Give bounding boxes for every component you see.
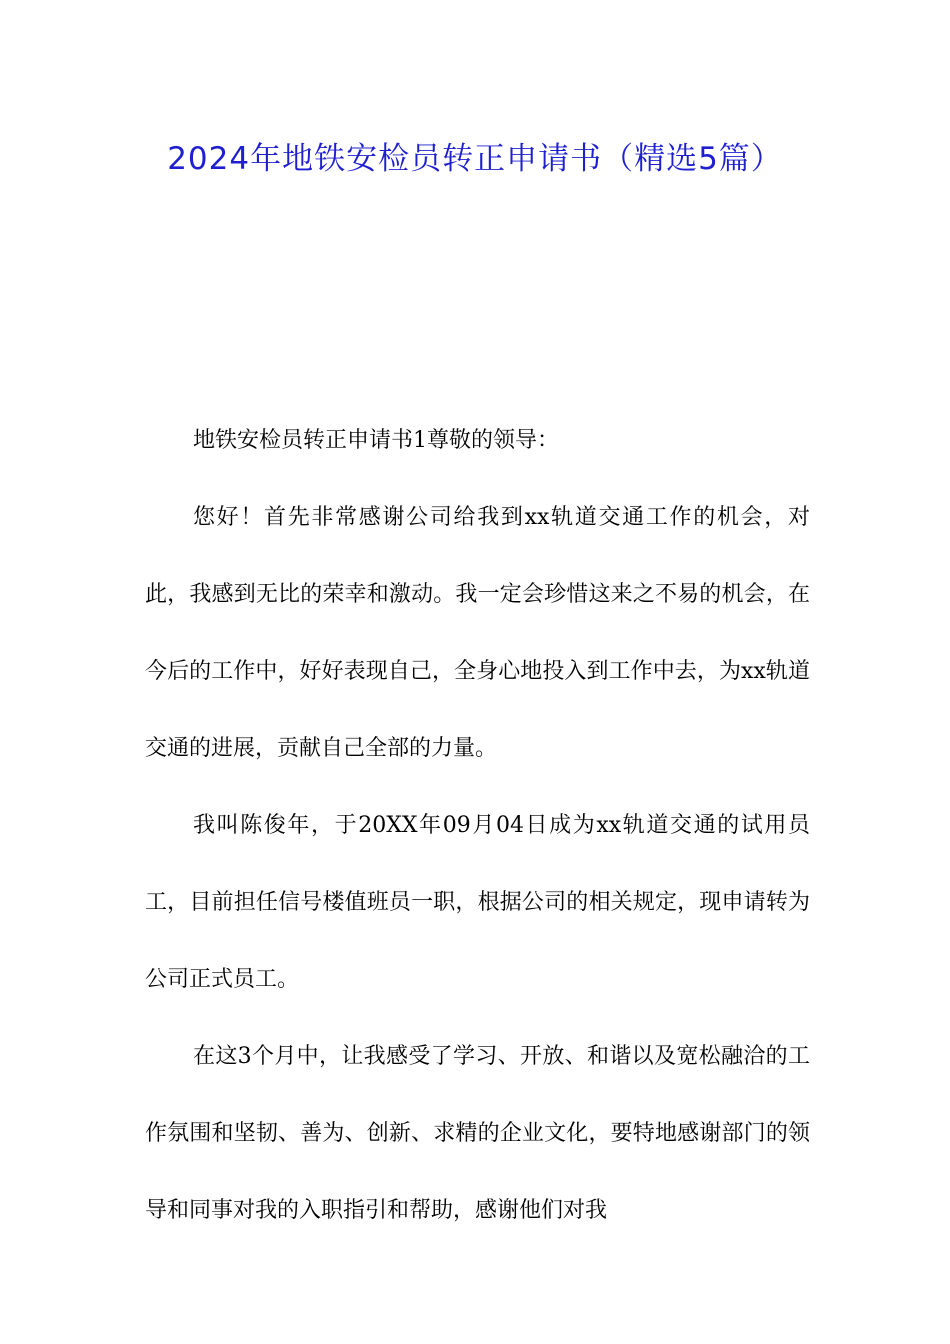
- document-title: 2024年地铁安检员转正申请书（精选5篇）: [167, 141, 783, 177]
- paragraph-experience: 在这3个月中，让我感受了学习、开放、和谐以及宽松融洽的工作氛围和坚韧、善为、创新、求精的企业文化，要特地感谢部门的领导和同事对我的入职指引和帮助，感谢他们对我: [145, 1044, 810, 1223]
- paragraph-greeting: 地铁安检员转正申请书1尊敬的领导：: [193, 428, 559, 453]
- document-body: [145, 402, 810, 1249]
- paragraph-thanks: 您好！首先非常感谢公司给我到xx轨道交通工作的机会，对此，我感到无比的荣幸和激动。我一定会珍惜这来之不易的机会，在今后的工作中，好好表现自己，全身心地投入到工作中去，为xx轨道交通的进展，贡献自己全部的力量。: [145, 505, 810, 761]
- paragraph-introduction: 我叫陈俊年，于20XX年09月04日成为xx轨道交通的试用员工，目前担任信号楼值班员一职，根据公司的相关规定，现申请转为公司正式员工。: [145, 813, 810, 992]
